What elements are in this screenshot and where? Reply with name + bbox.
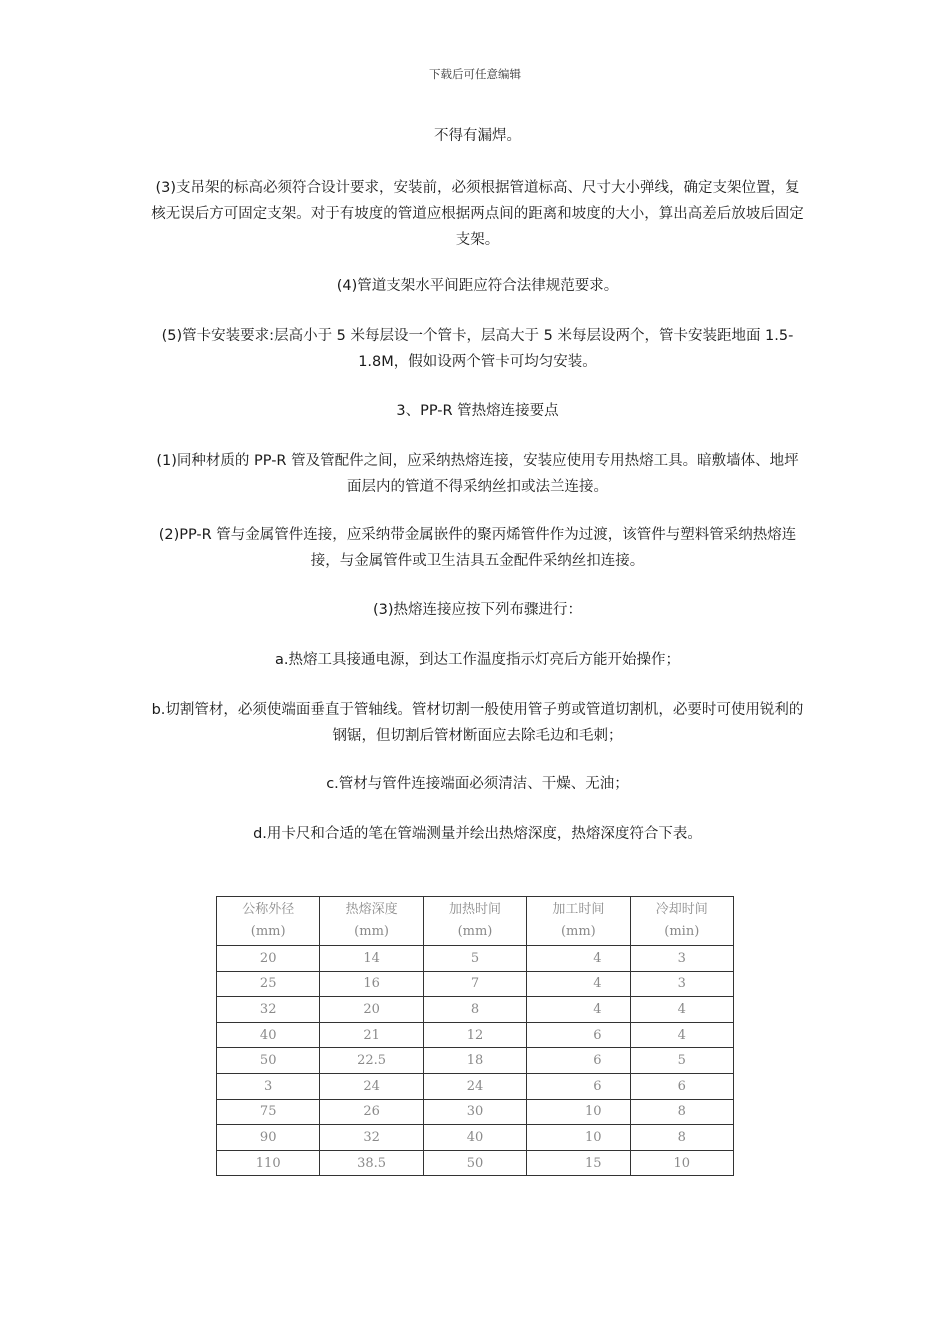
step-d: d.用卡尺和合适的笔在管端测量并绘出热熔深度，热熔深度符合下表。 — [253, 826, 702, 842]
cell-heating-time: 5 — [423, 946, 526, 972]
paragraph-pipe-clamp: (5)管卡安装要求:层高小于 5 米每层设一个管卡，层高大于 5 米每层设两个，管卡安装距地面 1.5-1.8M，假如设两个管卡可均匀安装。 — [161, 328, 794, 370]
fusion-depth-table — [216, 896, 734, 1176]
cell-processing-time: 15 — [527, 1150, 630, 1176]
cell-processing-time: 4 — [527, 997, 630, 1023]
cell-fusion-depth: 24 — [320, 1073, 423, 1099]
table-row — [217, 971, 734, 997]
paragraph-support-spacing: (4)管道支架水平间距应符合法律规范要求。 — [336, 278, 619, 294]
table-row — [217, 1022, 734, 1048]
header-processing-time: 加工时间 (mm) — [527, 897, 630, 946]
table-row — [217, 1048, 734, 1074]
cell-cooling-time: 8 — [630, 1125, 733, 1151]
cell-processing-time: 6 — [527, 1048, 630, 1074]
cell-outer-diameter: 32 — [217, 997, 320, 1023]
cell-fusion-depth: 20 — [320, 997, 423, 1023]
table-row — [217, 1099, 734, 1125]
paragraph-no-missed-welds: 不得有漏焊。 — [434, 128, 521, 144]
cell-fusion-depth: 16 — [320, 971, 423, 997]
header-fusion-depth: 热熔深度 (mm) — [320, 897, 423, 946]
cell-cooling-time: 8 — [630, 1099, 733, 1125]
cell-outer-diameter: 90 — [217, 1125, 320, 1151]
cell-outer-diameter: 20 — [217, 946, 320, 972]
cell-fusion-depth: 22.5 — [320, 1048, 423, 1074]
cell-processing-time: 4 — [527, 946, 630, 972]
cell-cooling-time: 4 — [630, 1022, 733, 1048]
cell-processing-time: 10 — [527, 1125, 630, 1151]
cell-fusion-depth: 14 — [320, 946, 423, 972]
cell-fusion-depth: 26 — [320, 1099, 423, 1125]
cell-outer-diameter: 110 — [217, 1150, 320, 1176]
cell-outer-diameter: 50 — [217, 1048, 320, 1074]
page-header: 下载后可任意编辑 — [429, 67, 521, 81]
cell-fusion-depth: 38.5 — [320, 1150, 423, 1176]
cell-outer-diameter: 75 — [217, 1099, 320, 1125]
cell-heating-time: 12 — [423, 1022, 526, 1048]
cell-fusion-depth: 32 — [320, 1125, 423, 1151]
cell-heating-time: 7 — [423, 971, 526, 997]
table-row — [217, 1150, 734, 1176]
section-heading-ppr-fusion: 3、PP-R 管热熔连接要点 — [396, 403, 559, 419]
table-row — [217, 997, 734, 1023]
header-outer-diameter: 公称外径 (mm) — [217, 897, 320, 946]
step-b: b.切割管材，必须使端面垂直于管轴线。管材切割一般使用管子剪或管道切割机，必要时可使用锐利的钢锯，但切割后管材断面应去除毛边和毛刺； — [151, 702, 804, 744]
cell-heating-time: 24 — [423, 1073, 526, 1099]
table-header-row — [217, 897, 734, 946]
cell-cooling-time: 4 — [630, 997, 733, 1023]
paragraph-same-material: (1)同种材质的 PP-R 管及管配件之间，应采纳热熔连接，安装应使用专用热熔工具。暗敷墙体、地坪面层内的管道不得采纳丝扣或法兰连接。 — [156, 453, 799, 495]
cell-cooling-time: 5 — [630, 1048, 733, 1074]
cell-processing-time: 4 — [527, 971, 630, 997]
cell-outer-diameter: 3 — [217, 1073, 320, 1099]
header-cooling-time: 冷却时间 (min) — [630, 897, 733, 946]
cell-heating-time: 40 — [423, 1125, 526, 1151]
cell-heating-time: 30 — [423, 1099, 526, 1125]
table-row — [217, 1073, 734, 1099]
cell-cooling-time: 6 — [630, 1073, 733, 1099]
cell-heating-time: 8 — [423, 997, 526, 1023]
step-a: a.热熔工具接通电源，到达工作温度指示灯亮后方能开始操作； — [275, 652, 680, 668]
cell-heating-time: 18 — [423, 1048, 526, 1074]
cell-outer-diameter: 25 — [217, 971, 320, 997]
cell-processing-time: 6 — [527, 1073, 630, 1099]
table-row — [217, 946, 734, 972]
paragraph-steps-intro: (3)热熔连接应按下列布骤进行： — [372, 602, 583, 618]
cell-cooling-time: 10 — [630, 1150, 733, 1176]
table-row — [217, 1125, 734, 1151]
header-heating-time: 加热时间 (mm) — [423, 897, 526, 946]
paragraph-support-elevation: (3)支吊架的标高必须符合设计要求，安装前，必须根据管道标高、尺寸大小弹线，确定支架位置，复核无误后方可固定支架。对于有坡度的管道应根据两点间的距离和坡度的大小，算出高差后放坡后固定支架。 — [151, 180, 804, 248]
cell-cooling-time: 3 — [630, 946, 733, 972]
step-c: c.管材与管件连接端面必须清洁、干燥、无油； — [326, 776, 629, 792]
cell-processing-time: 10 — [527, 1099, 630, 1125]
cell-outer-diameter: 40 — [217, 1022, 320, 1048]
cell-heating-time: 50 — [423, 1150, 526, 1176]
paragraph-metal-fitting: (2)PP-R 管与金属管件连接，应采纳带金属嵌件的聚丙烯管件作为过渡，该管件与塑料管采纳热熔连接，与金属管件或卫生洁具五金配件采纳丝扣连接。 — [158, 527, 797, 569]
cell-processing-time: 6 — [527, 1022, 630, 1048]
cell-cooling-time: 3 — [630, 971, 733, 997]
cell-fusion-depth: 21 — [320, 1022, 423, 1048]
